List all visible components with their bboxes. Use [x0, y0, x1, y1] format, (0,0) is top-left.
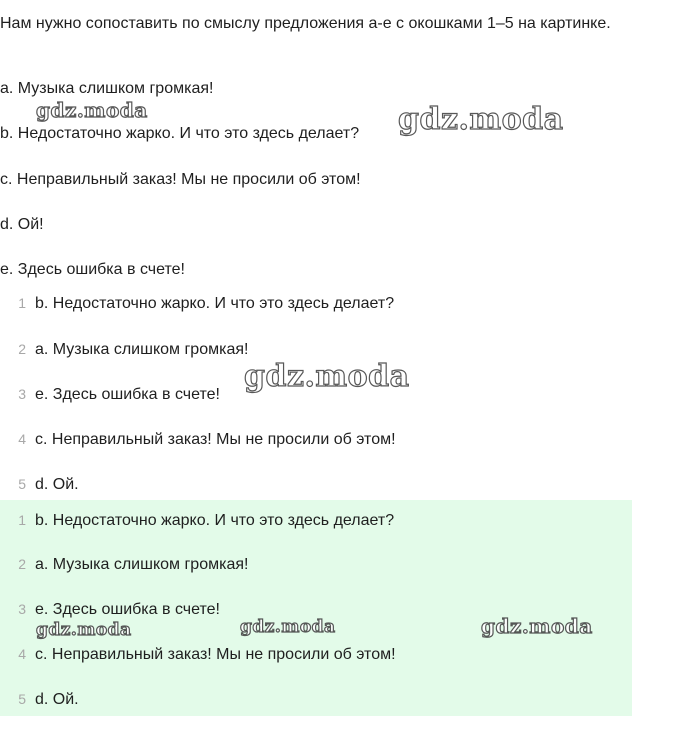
answer-text: a. Музыка слишком громкая! [35, 556, 249, 573]
option-b: b. Недостаточно жарко. И что это здесь делает? [0, 125, 360, 142]
answer-number: 5 [18, 691, 26, 707]
watermark-logo: gdz.moda [244, 359, 410, 394]
answer-number: 2 [18, 341, 26, 357]
option-c: c. Неправильный заказ! Мы не просили об этом! [0, 171, 361, 188]
answer-number: 4 [18, 431, 26, 447]
option-e: e. Здесь ошибка в счете! [0, 261, 185, 278]
answer-item-2 [0, 339, 248, 359]
answer-item-1 [0, 510, 394, 530]
answer-number: 1 [18, 295, 26, 311]
answer-number: 3 [18, 386, 26, 402]
answer-item-4 [0, 644, 396, 664]
answer-text: b. Недостаточно жарко. И что это здесь делает? [35, 295, 395, 312]
answer-list-highlighted [0, 500, 632, 716]
answer-text: c. Неправильный заказ! Мы не просили об этом! [35, 431, 396, 448]
task-instructions: Нам нужно сопоставить по смыслу предложения а-е с окошками 1–5 на картинке. [0, 15, 611, 32]
watermark-logo: gdz.moda [481, 614, 593, 638]
watermark-logo: gdz.moda [240, 617, 336, 637]
answer-text: e. Здесь ошибка в счете! [35, 601, 220, 618]
answer-number: 4 [18, 646, 26, 662]
answer-text: d. Ой. [35, 691, 79, 708]
answer-item-5 [0, 689, 79, 709]
option-d: d. Ой! [0, 216, 44, 233]
answer-list [0, 282, 632, 497]
watermark-logo: gdz.moda [36, 620, 132, 640]
answer-text: d. Ой. [35, 476, 79, 493]
watermark-logo: gdz.moda [398, 102, 564, 137]
option-a: a. Музыка слишком громкая! [0, 80, 214, 97]
answer-number: 2 [18, 556, 26, 572]
watermark-logo: gdz.moda [36, 98, 148, 122]
answer-number: 3 [18, 601, 26, 617]
answer-number: 5 [18, 476, 26, 492]
answer-text: a. Музыка слишком громкая! [35, 341, 249, 358]
answer-item-3 [0, 599, 220, 619]
answer-text: c. Неправильный заказ! Мы не просили об этом! [35, 646, 396, 663]
answer-item-3 [0, 384, 220, 404]
answer-text: e. Здесь ошибка в счете! [35, 386, 220, 403]
answer-item-2 [0, 554, 248, 574]
answer-item-4 [0, 429, 396, 449]
answer-number: 1 [18, 512, 26, 528]
answer-item-1 [0, 293, 394, 313]
answer-text: b. Недостаточно жарко. И что это здесь делает? [35, 512, 395, 529]
answer-item-5 [0, 474, 79, 494]
